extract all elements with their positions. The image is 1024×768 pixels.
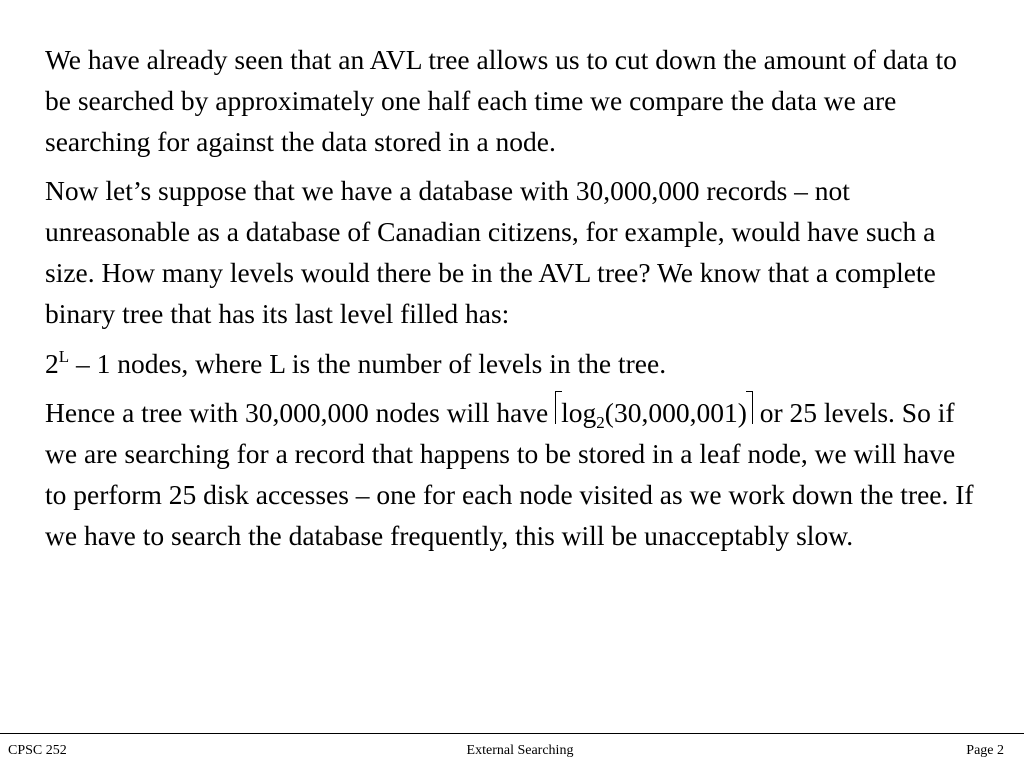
- footer-divider: [0, 733, 1024, 734]
- conclusion-lead: Hence a tree with 30,000,000 nodes will have: [45, 397, 556, 429]
- paragraph-node-formula: [45, 344, 980, 385]
- slide-body: [45, 40, 980, 566]
- log-base: 2: [596, 413, 605, 433]
- formula-base: 2: [45, 347, 59, 379]
- paragraph-database-example: Now let’s suppose that we have a database with 30,000,000 records – not unreasonable as a database of Canadian citizens, for example, would have such a size. How many levels would there be in the AVL tree? We know that a complete binary tree that has its last level filled has:: [45, 175, 936, 329]
- ceiling-left-bracket: [555, 391, 562, 424]
- log-argument: (30,000,001): [604, 397, 747, 429]
- formula-exponent: L: [58, 346, 70, 366]
- paragraph-avl-intro: We have already seen that an AVL tree allows us to cut down the amount of data to be searched by approximately one half each time we compare the data we are searching for against the data stored in a node.: [45, 44, 957, 157]
- conclusion-tail: or 25 levels. So if we are searching for a record that happens to be stored in a leaf node, we will have to perform 25 disk accesses – one for each node visited as we work down the tree. If we have to search the database frequently, this will be unacceptably slow.: [45, 397, 974, 551]
- footer-page-number: Page 2: [966, 743, 1004, 758]
- ceiling-right-bracket: [746, 391, 753, 424]
- log-word: log: [561, 397, 597, 429]
- ceiling-expression: [555, 393, 753, 434]
- formula-rest: – 1 nodes, where L is the number of levels in the tree.: [69, 347, 667, 379]
- footer-topic: External Searching: [466, 743, 574, 758]
- footer-course: CPSC 252: [8, 743, 67, 758]
- paragraph-levels-conclusion: [45, 393, 980, 556]
